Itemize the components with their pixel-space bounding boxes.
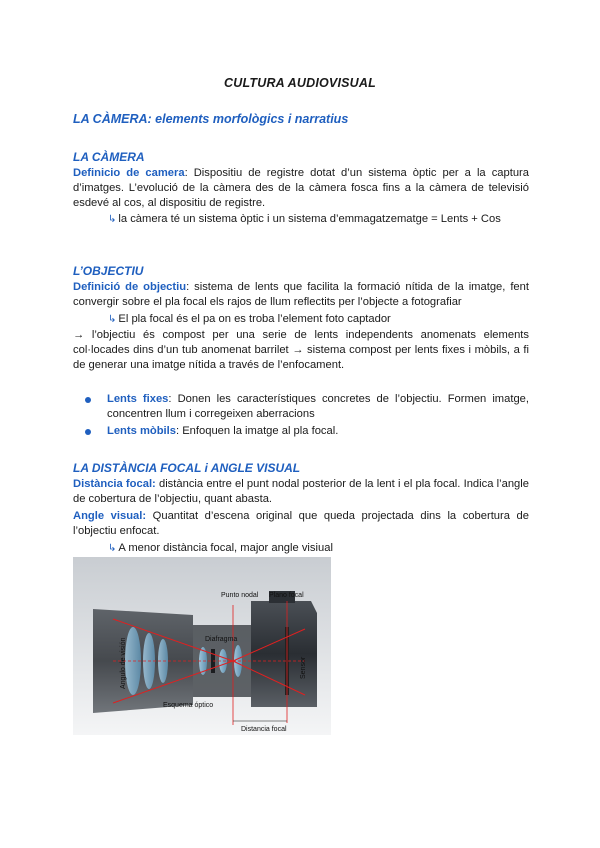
heading-camera: LA CÀMERA bbox=[73, 150, 145, 164]
label-sensor: Sensor bbox=[300, 656, 307, 679]
list-item bbox=[85, 392, 529, 422]
objective-note-text: El pla focal és el pa on es troba l’element foto captador bbox=[118, 313, 391, 325]
return-arrow-icon: ↳ bbox=[108, 314, 117, 325]
label-punto-nodal: Punto nodal bbox=[221, 592, 259, 599]
camera-def-text: : Dispositiu de registre dotat d’un sistema òptic per a la captura d’imatges. L’evolució de la càmera des de la càmera fosca fins a la càmera de televisió esdevé al cos, al dispositiu de registre. bbox=[73, 167, 530, 209]
focal-definition bbox=[73, 477, 529, 507]
camera-definition bbox=[73, 166, 529, 211]
section-title: LA CÀMERA: elements morfològics i narratius bbox=[73, 112, 349, 126]
return-arrow-icon: ↳ bbox=[108, 214, 117, 225]
objective-paragraph: → l’objectiu és compost per una serie de lents independents anomenats elements col·locades dins d’un tub anomenat barrilet → sistema compost per lents fixes i mòbils, a fi de generar una imatge nítida a través de l’enfocament. bbox=[73, 329, 529, 371]
bullet-label: Lents mòbils bbox=[107, 425, 176, 437]
focal-note bbox=[108, 541, 528, 556]
objective-def-text: : sistema de lents que facilita la formació nítida de la imatge, fent convergir sobre el pla focal els rajos de llum reflectits per l’objecte a fotografiar bbox=[73, 281, 529, 308]
objective-definition bbox=[73, 280, 529, 310]
objective-note bbox=[108, 312, 528, 327]
camera-def-label: Definicio de camera bbox=[73, 167, 185, 179]
focal-def-label: Distància focal: bbox=[73, 478, 156, 490]
bullet-label: Lents fixes bbox=[107, 393, 169, 405]
angle-def-label: Angle visual: bbox=[73, 510, 147, 522]
angle-def-text: Quantitat d’escena original que queda projectada dins la cobertura de l’objectiu enfocat. bbox=[73, 510, 529, 537]
return-arrow-icon: ↳ bbox=[108, 543, 117, 554]
focal-note-text: A menor distància focal, major angle visiual bbox=[118, 542, 333, 554]
focal-def-text: distància entre el punt nodal posterior de la lent i el pla focal. Indica l’angle de cobertura de l’objectiu, quant abasta. bbox=[73, 478, 529, 505]
bullet-icon bbox=[85, 397, 91, 403]
angle-definition bbox=[73, 509, 529, 539]
camera-note bbox=[108, 212, 528, 227]
bullet-text: : Donen les característiques concretes de l’objectiu. Formen imatge, concentren llum i corregeixen aberracions bbox=[107, 393, 530, 420]
camera-body bbox=[251, 601, 317, 707]
label-plano-focal: Plano focal bbox=[269, 592, 304, 599]
bullet-icon bbox=[85, 429, 91, 435]
document-title: CULTURA AUDIOVISUAL bbox=[224, 76, 376, 90]
label-angulo: Angulo de visión bbox=[120, 637, 127, 689]
label-diafragma: Diafragma bbox=[205, 636, 238, 643]
objective-def-label: Definició de objectiu bbox=[73, 281, 187, 293]
camera-optics-figure bbox=[73, 557, 331, 735]
label-esquema: Esquema óptico bbox=[163, 702, 214, 709]
heading-focal: LA DISTÀNCIA FOCAL i ANGLE VISUAL bbox=[73, 461, 301, 475]
heading-objective: L’OBJECTIU bbox=[73, 264, 144, 278]
camera-note-text: la càmera té un sistema òptic i un sistema d’emmagatzematge = Lents + Cos bbox=[118, 213, 501, 225]
bullet-text: : Enfoquen la imatge al pla focal. bbox=[176, 425, 339, 437]
list-item bbox=[85, 424, 529, 439]
label-distancia: Distancia focal bbox=[241, 726, 287, 733]
